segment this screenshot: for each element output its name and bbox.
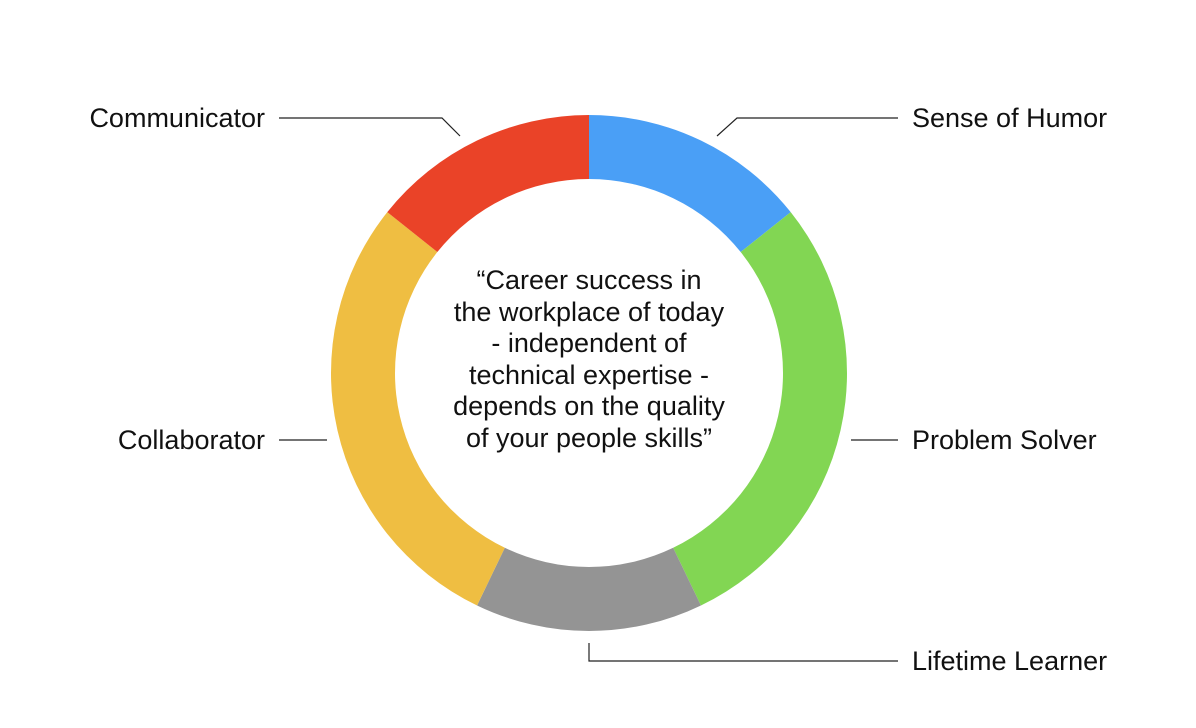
quote-line: the workplace of today bbox=[453, 296, 725, 327]
label-problem-solver: Problem Solver bbox=[912, 425, 1097, 455]
label-communicator: Communicator bbox=[89, 103, 265, 133]
quote-line: of your people skills” bbox=[465, 422, 713, 453]
segment-communicator bbox=[387, 115, 589, 252]
segment-lifetime-learner bbox=[477, 548, 701, 631]
segment-sense-of-humor bbox=[589, 115, 791, 252]
center-quote bbox=[420, 265, 758, 455]
quote-line: - independent of bbox=[491, 328, 687, 359]
leader-line-lifetime-learner bbox=[589, 643, 898, 661]
quote-line: “Career success in bbox=[476, 265, 702, 295]
label-lifetime-learner: Lifetime Learner bbox=[912, 646, 1108, 676]
leader-line-sense-of-humor bbox=[717, 118, 898, 136]
label-collaborator: Collaborator bbox=[117, 425, 265, 455]
quote-line: depends on the quality bbox=[453, 391, 725, 422]
quote-line: technical expertise - bbox=[468, 359, 710, 390]
label-sense-of-humor: Sense of Humor bbox=[912, 103, 1108, 133]
leader-line-communicator bbox=[279, 118, 460, 136]
